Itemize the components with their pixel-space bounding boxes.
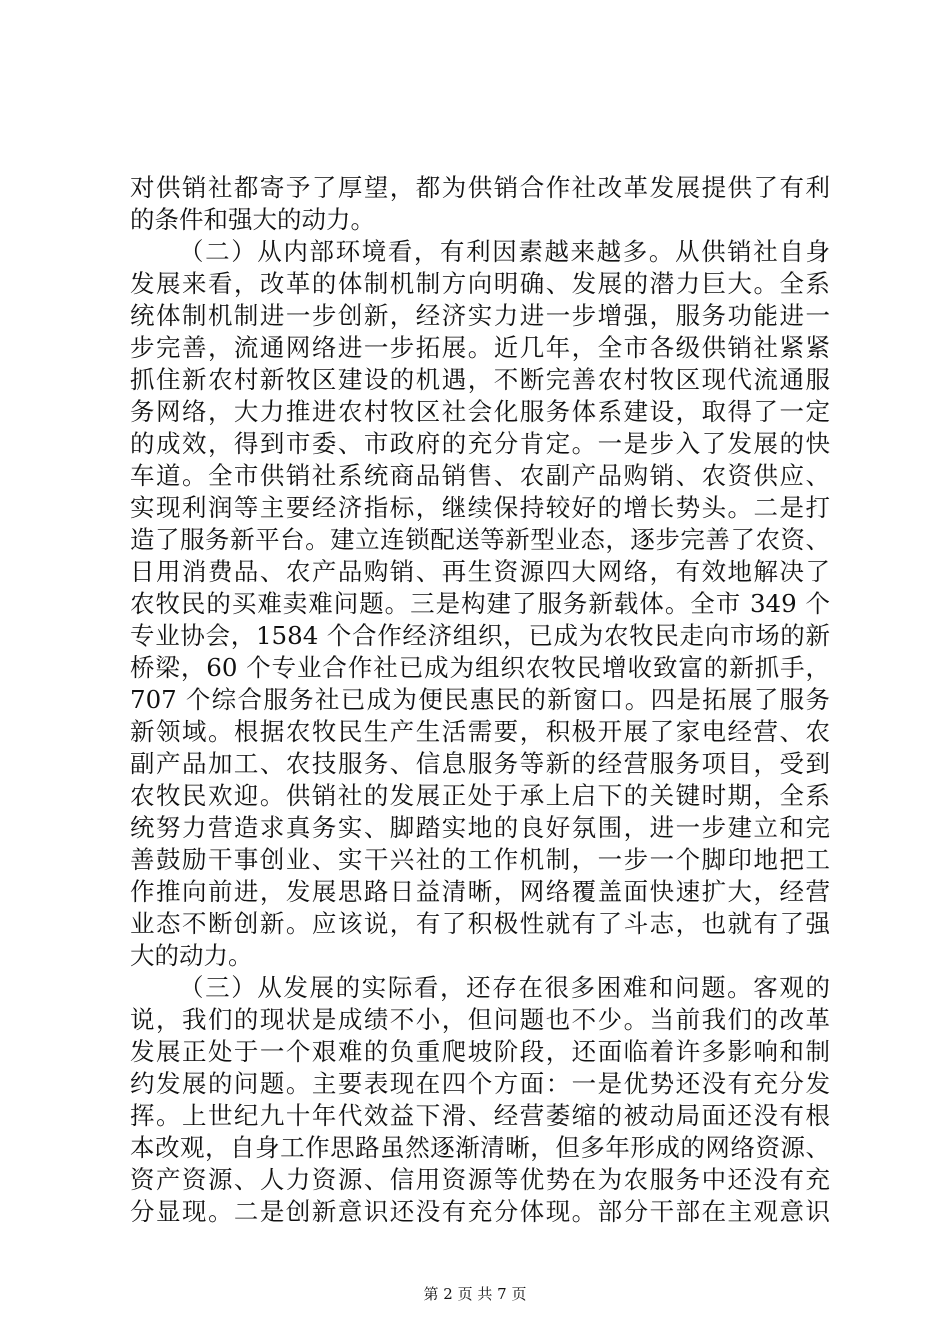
text-line: 善鼓励干事创业、实干兴社的工作机制，一步一个脚印地把工 <box>130 845 830 874</box>
text-line: 统体制机制进一步创新，经济实力进一步增强，服务功能进一 <box>130 301 830 330</box>
text-line: 统努力营造求真务实、脚踏实地的良好氛围，进一步建立和完 <box>130 813 830 842</box>
text-line: 新领域。根据农牧民生产生活需要，积极开展了家电经营、农 <box>130 717 830 746</box>
text-line: 挥。上世纪九十年代效益下滑、经营萎缩的被动局面还没有根 <box>130 1101 830 1130</box>
text-line: 发展来看，改革的体制机制方向明确、发展的潜力巨大。全系 <box>130 269 830 298</box>
body-text <box>130 172 830 1228</box>
text-line: 农牧民欢迎。供销社的发展正处于承上启下的关键时期，全系 <box>130 781 830 810</box>
text-line: 对供销社都寄予了厚望，都为供销合作社改革发展提供了有利 <box>130 173 830 202</box>
text-line: 桥梁，60 个专业合作社已成为组织农牧民增收致富的新抓手， <box>130 653 830 682</box>
text-line: 707 个综合服务社已成为便民惠民的新窗口。四是拓展了服务 <box>130 685 830 714</box>
text-line: 实现利润等主要经济指标，继续保持较好的增长势头。二是打 <box>130 493 830 522</box>
text-line: 分显现。二是创新意识还没有充分体现。部分干部在主观意识 <box>130 1197 830 1226</box>
text-line: 本改观，自身工作思路虽然逐渐清晰，但多年形成的网络资源、 <box>130 1133 830 1162</box>
text-line: 农牧民的买难卖难问题。三是构建了服务新载体。全市 349 个 <box>130 589 830 618</box>
text-line: 的条件和强大的动力。 <box>130 205 375 234</box>
text-line: 大的动力。 <box>130 941 253 970</box>
text-line: 务网络，大力推进农村牧区社会化服务体系建设，取得了一定 <box>130 397 830 426</box>
text-line: 步完善，流通网络进一步拓展。近几年，全市各级供销社紧紧 <box>130 333 830 362</box>
text-line: 副产品加工、农技服务、信息服务等新的经营服务项目，受到 <box>130 749 830 778</box>
paragraph-heading-line: （三）从发展的实际看，还存在很多困难和问题。客观的 <box>179 973 830 1002</box>
text-line: 作推向前进，发展思路日益清晰，网络覆盖面快速扩大，经营 <box>130 877 830 906</box>
text-line: 造了服务新平台。建立连锁配送等新型业态，逐步完善了农资、 <box>130 525 830 554</box>
text-line: 资产资源、人力资源、信用资源等优势在为农服务中还没有充 <box>130 1165 830 1194</box>
text-line: 车道。全市供销社系统商品销售、农副产品购销、农资供应、 <box>130 461 830 490</box>
text-line: 说，我们的现状是成绩不小，但问题也不少。当前我们的改革 <box>130 1005 830 1034</box>
text-line: 约发展的问题。主要表现在四个方面：一是优势还没有充分发 <box>130 1069 830 1098</box>
text-line: 专业协会，1584 个合作经济组织，已成为农牧民走向市场的新 <box>130 621 830 650</box>
page-number-footer: 第 2 页 共 7 页 <box>423 1285 527 1303</box>
text-line: 的成效，得到市委、市政府的充分肯定。一是步入了发展的快 <box>130 429 830 458</box>
text-line: 业态不断创新。应该说，有了积极性就有了斗志，也就有了强 <box>130 909 830 938</box>
paragraph-heading-line: （二）从内部环境看，有利因素越来越多。从供销社自身 <box>179 237 830 266</box>
text-line: 发展正处于一个艰难的负重爬坡阶段，还面临着许多影响和制 <box>130 1037 830 1066</box>
text-line: 抓住新农村新牧区建设的机遇，不断完善农村牧区现代流通服 <box>130 365 830 394</box>
text-line: 日用消费品、农产品购销、再生资源四大网络，有效地解决了 <box>130 557 830 586</box>
